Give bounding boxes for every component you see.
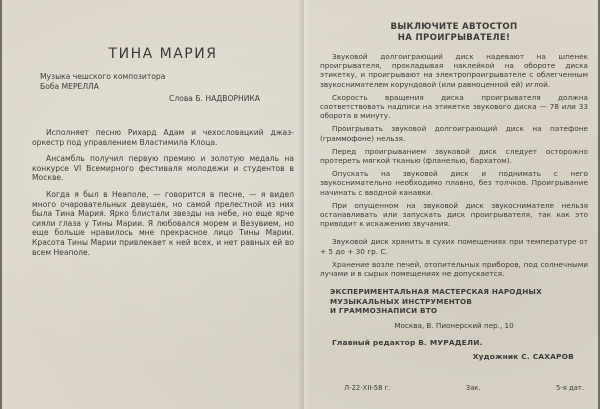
instruction-paragraph: Опускать на звуковой диск и поднимать с него звукоснимательно необходимо плавно, без толчков. Проигрывание начинать с вводной канавки.: [320, 169, 588, 197]
publisher-line-3: И ГРАММОЗНАПИСИ ВТО: [330, 306, 438, 316]
print-footer: [344, 384, 584, 392]
left-text-block: [32, 128, 294, 257]
left-page: [32, 28, 294, 264]
copies-note: 5-я дат.: [555, 384, 584, 392]
award-paragraph: Ансамбль получил первую премию и золотую медаль на конкурсе VI Всемирного фестиваля молодежи и студентов в Москве.: [32, 154, 294, 183]
song-description-paragraph: Когда я был в Неаполе, — говорится в песне, — я видел много очаровательных девушек, но самой прелестной из них была Тина Мария. Ярко блистали звезды на небе, но еще ярче сияли глаза у Тины Марии. Я любовался морем и Везувием, но еще больше нравилось мне прекрасное лицо Тины Марии. Красота Тины Марии привлекает к ней всех, и нет равных ей во всем Неаполе.: [32, 189, 294, 257]
right-page: [320, 22, 588, 361]
instruction-paragraph: При опущенном на звуковой диск звукоснимателе нельзя останавливать или запускать диск проигрывателя, так как это приводит к искажению звучания.: [320, 200, 588, 229]
editor-credit: Главный редактор В. МУРАДЕЛИ.: [332, 338, 483, 348]
artist-credit: Художник С. САХАРОВ: [472, 352, 574, 362]
publisher-address: Москва, В. Пионерский пер., 10: [394, 321, 514, 331]
warning-heading-line-1: ВЫКЛЮЧИТЕ АВТОСТОП: [390, 22, 518, 32]
warning-heading: [320, 22, 588, 44]
instruction-paragraph: Скорость вращения диска проигрывателя должна соответствовать надписи на этикетке звукового диска — 78 или 33 оборота в минуту.: [320, 92, 588, 121]
composer-line-2: Боба МЕРЕЛЛА: [40, 82, 99, 91]
page-fold: [298, 0, 310, 409]
storage-paragraph: Хранение возле печей, отопительных приборов, под солнечными лучами и в сырых помещениях не допускается.: [320, 259, 588, 279]
lyrics-credit: Слова Б. НАДВОРНИКА: [169, 94, 260, 103]
storage-paragraph: Звуковой диск хранить в сухих помещениях при температуре от + 5 до + 30 гр. С.: [320, 237, 588, 256]
publisher-line-2: МУЗЫКАЛЬНЫХ ИНСТРУМЕНТОВ: [330, 296, 473, 306]
instruction-paragraph: Проигрывать звуковой долгоиграющий диск на патефоне (граммофоне) нельзя.: [320, 124, 588, 143]
document-sheet: [2, 0, 598, 409]
publisher-line-1: ЭКСПЕРИМЕНТАЛЬНАЯ МАСТЕРСКАЯ НАРОДНЫХ: [330, 287, 542, 297]
order-number: Зак.: [465, 384, 481, 392]
publisher-name: [320, 287, 588, 315]
warning-heading-line-2: НА ПРОИГРЫВАТЕЛЕ!: [397, 33, 511, 43]
song-title: ТИНА МАРИЯ: [108, 46, 218, 62]
instruction-paragraph: Звуковой долгоиграющий диск надевают на шпенек проигрывателя, прокладывая наклейкой на обороте диска этикетку, и проигрывают на электропроигрывателе с облегченным звукоснимателем корундовой (или равноценной ей) иглой.: [320, 52, 588, 89]
composer-credit: [40, 72, 294, 92]
instruction-paragraph: Перед проигрыванием звуковой диск следует осторожно протереть мягкой тканью (фланелью, бархатом).: [320, 146, 588, 166]
composer-line-1: Музыка чешского композитора: [40, 72, 166, 81]
performer-paragraph: Исполняет песню Рихард Адам и чехословацкий джаз-оркестр под управлением Властимила Клоца.: [32, 128, 294, 147]
print-code: Л-22-XII-58 г.: [344, 384, 391, 392]
